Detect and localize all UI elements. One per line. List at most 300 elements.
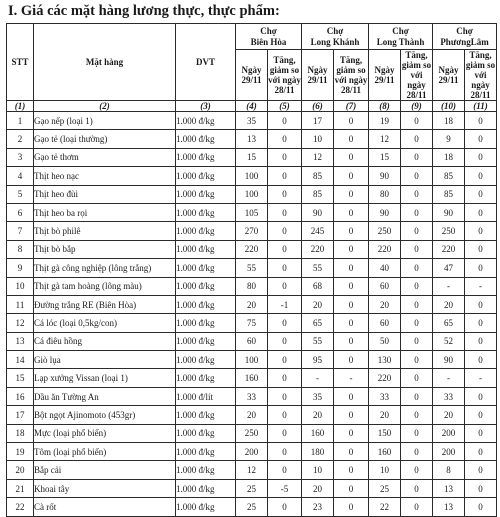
phuong-lam-change-cell: 0 bbox=[465, 461, 497, 479]
bien-hoa-price-cell: 250 bbox=[236, 424, 268, 442]
bien-hoa-price-cell: 75 bbox=[236, 314, 268, 332]
item-name-cell: Đường trắng RE (Biên Hòa) bbox=[34, 295, 176, 313]
long-khanh-change-cell: 0 bbox=[334, 424, 369, 442]
item-name-cell: Gạo nếp (loại 1) bbox=[34, 112, 176, 130]
long-khanh-change-cell: - bbox=[334, 369, 369, 387]
bien-hoa-price-cell: 20 bbox=[236, 295, 268, 313]
market-label: Chợ bbox=[392, 25, 409, 36]
table-row bbox=[7, 148, 497, 166]
unit-cell: 1.000 đ/kg bbox=[176, 240, 236, 258]
bien-hoa-change-cell: 0 bbox=[268, 167, 302, 185]
bien-hoa-change-cell: 0 bbox=[268, 443, 302, 461]
bien-hoa-price-cell: 220 bbox=[236, 240, 268, 258]
phuong-lam-change-cell: 0 bbox=[465, 351, 497, 369]
long-thanh-change-cell: 0 bbox=[401, 222, 433, 240]
item-name-cell: Bắp cải bbox=[34, 461, 176, 479]
long-thanh-price-cell: 40 bbox=[369, 259, 401, 277]
bien-hoa-price-cell: 25 bbox=[236, 479, 268, 497]
unit-cell: 1.000 đ/kg bbox=[176, 277, 236, 295]
bien-hoa-change-cell: 0 bbox=[268, 259, 302, 277]
long-thanh-change-cell: 0 bbox=[401, 148, 433, 166]
table-row bbox=[7, 351, 497, 369]
phuong-lam-change-cell: 0 bbox=[465, 167, 497, 185]
phuong-lam-change-cell: 0 bbox=[465, 498, 497, 516]
bien-hoa-change-cell: 0 bbox=[268, 332, 302, 350]
stt-cell: 10 bbox=[7, 277, 34, 295]
item-name-cell: Lạp xưởng Vissan (loại 1) bbox=[34, 369, 176, 387]
phuong-lam-price-cell: 18 bbox=[433, 148, 465, 166]
market-header-long-thanh bbox=[369, 24, 433, 50]
phuong-lam-change-cell: 0 bbox=[465, 387, 497, 405]
long-khanh-change-cell: 0 bbox=[334, 461, 369, 479]
long-thanh-price-cell: 60 bbox=[369, 314, 401, 332]
stt-cell: 3 bbox=[7, 148, 34, 166]
stt-cell: 9 bbox=[7, 259, 34, 277]
table-row bbox=[7, 479, 497, 497]
column-index: (1) bbox=[7, 101, 34, 112]
long-thanh-change-cell: 0 bbox=[401, 406, 433, 424]
phuong-lam-price-cell: - bbox=[433, 369, 465, 387]
bien-hoa-price-cell: 100 bbox=[236, 167, 268, 185]
phuong-lam-price-cell: 8 bbox=[433, 461, 465, 479]
long-khanh-change-cell: 0 bbox=[334, 443, 369, 461]
long-thanh-change-cell: 0 bbox=[401, 479, 433, 497]
market-header-row bbox=[7, 24, 497, 50]
unit-cell: 1.000 đ/lít bbox=[176, 387, 236, 405]
long-khanh-price-cell: 55 bbox=[302, 259, 334, 277]
long-thanh-price-cell: 130 bbox=[369, 351, 401, 369]
long-thanh-change-cell: 0 bbox=[401, 314, 433, 332]
unit-cell: 1.000 đ/kg bbox=[176, 295, 236, 313]
phuong-lam-price-cell: - bbox=[433, 277, 465, 295]
long-thanh-change-cell: 0 bbox=[401, 443, 433, 461]
column-index-row bbox=[7, 101, 497, 112]
stt-cell: 19 bbox=[7, 443, 34, 461]
long-khanh-change-cell: 0 bbox=[334, 130, 369, 148]
stt-cell: 2 bbox=[7, 130, 34, 148]
phuong-lam-change-cell: - bbox=[465, 277, 497, 295]
item-name-cell: Gạo tẻ thơm bbox=[34, 148, 176, 166]
phuong-lam-price-cell: 13 bbox=[433, 498, 465, 516]
bien-hoa-price-cell: 60 bbox=[236, 332, 268, 350]
table-row bbox=[7, 112, 497, 130]
unit-cell: 1.000 đ/kg bbox=[176, 185, 236, 203]
table-row bbox=[7, 424, 497, 442]
stt-cell: 1 bbox=[7, 112, 34, 130]
long-khanh-change-cell: 0 bbox=[334, 167, 369, 185]
long-khanh-price-cell: 220 bbox=[302, 240, 334, 258]
column-index: (4) bbox=[236, 101, 268, 112]
long-khanh-price-cell: 23 bbox=[302, 498, 334, 516]
long-thanh-change-cell: 0 bbox=[401, 240, 433, 258]
column-index: (10) bbox=[433, 101, 465, 112]
table-row bbox=[7, 332, 497, 350]
table-row bbox=[7, 387, 497, 405]
column-index: (9) bbox=[401, 101, 433, 112]
phuong-lam-change-cell: 0 bbox=[465, 112, 497, 130]
long-khanh-change-cell: 0 bbox=[334, 259, 369, 277]
bien-hoa-price-cell: 33 bbox=[236, 387, 268, 405]
table-row bbox=[7, 314, 497, 332]
long-thanh-price-cell: 60 bbox=[369, 277, 401, 295]
change-header: Tăng, giảm so với ngày 28/11 bbox=[268, 50, 302, 101]
long-thanh-change-cell: 0 bbox=[401, 295, 433, 313]
long-thanh-change-cell: 0 bbox=[401, 130, 433, 148]
long-khanh-change-cell: 0 bbox=[334, 203, 369, 221]
bien-hoa-change-cell: 0 bbox=[268, 130, 302, 148]
bien-hoa-change-cell: 0 bbox=[268, 148, 302, 166]
bien-hoa-change-cell: 0 bbox=[268, 222, 302, 240]
bien-hoa-price-cell: 100 bbox=[236, 185, 268, 203]
phuong-lam-change-cell: - bbox=[465, 369, 497, 387]
phuong-lam-price-cell: 18 bbox=[433, 112, 465, 130]
long-thanh-change-cell: 0 bbox=[401, 498, 433, 516]
phuong-lam-price-cell: 9 bbox=[433, 130, 465, 148]
phuong-lam-price-cell: 85 bbox=[433, 185, 465, 203]
market-header-phuong-lam bbox=[433, 24, 497, 50]
long-thanh-price-cell: 22 bbox=[369, 498, 401, 516]
long-khanh-change-cell: 0 bbox=[334, 498, 369, 516]
item-name-cell: Khoai tây bbox=[34, 479, 176, 497]
day-header: Ngày 29/11 bbox=[433, 50, 465, 101]
bien-hoa-change-cell: 0 bbox=[268, 185, 302, 203]
phuong-lam-price-cell: 200 bbox=[433, 424, 465, 442]
long-thanh-price-cell: 50 bbox=[369, 332, 401, 350]
long-thanh-change-cell: 0 bbox=[401, 387, 433, 405]
phuong-lam-change-cell: 0 bbox=[465, 295, 497, 313]
market-label: Chợ bbox=[326, 25, 344, 36]
phuong-lam-change-cell: 0 bbox=[465, 222, 497, 240]
stt-cell: 18 bbox=[7, 424, 34, 442]
bien-hoa-price-cell: 35 bbox=[236, 112, 268, 130]
bien-hoa-price-cell: 15 bbox=[236, 148, 268, 166]
column-index: (11) bbox=[465, 101, 497, 112]
unit-cell: 1.000 đ/kg bbox=[176, 167, 236, 185]
unit-cell: 1.000 đ/kg bbox=[176, 461, 236, 479]
stt-cell: 14 bbox=[7, 351, 34, 369]
price-table bbox=[6, 23, 497, 517]
stt-cell: 13 bbox=[7, 332, 34, 350]
bien-hoa-change-cell: 0 bbox=[268, 424, 302, 442]
section-title: I. Giá các mặt hàng lương thực, thực phẩm: bbox=[8, 3, 280, 19]
bien-hoa-change-cell: 0 bbox=[268, 461, 302, 479]
table-row bbox=[7, 185, 497, 203]
column-index: (8) bbox=[369, 101, 401, 112]
long-khanh-change-cell: 0 bbox=[334, 479, 369, 497]
bien-hoa-change-cell: 0 bbox=[268, 112, 302, 130]
unit-cell: 1.000 đ/kg bbox=[176, 314, 236, 332]
long-thanh-price-cell: 19 bbox=[369, 112, 401, 130]
long-thanh-price-cell: 220 bbox=[369, 369, 401, 387]
bien-hoa-change-cell: 0 bbox=[268, 314, 302, 332]
long-khanh-change-cell: 0 bbox=[334, 277, 369, 295]
long-thanh-change-cell: 0 bbox=[401, 332, 433, 350]
bien-hoa-change-cell: -5 bbox=[268, 479, 302, 497]
table-row bbox=[7, 498, 497, 516]
long-thanh-change-cell: 0 bbox=[401, 369, 433, 387]
day-header: Ngày 29/11 bbox=[302, 50, 334, 101]
long-khanh-price-cell: - bbox=[302, 369, 334, 387]
item-name-cell: Thịt gà công nghiệp (lông trắng) bbox=[34, 259, 176, 277]
item-name-cell: Cá lóc (loại 0,5kg/con) bbox=[34, 314, 176, 332]
phuong-lam-price-cell: 250 bbox=[433, 222, 465, 240]
unit-cell: 1.000 đ/kg bbox=[176, 332, 236, 350]
phuong-lam-change-cell: 0 bbox=[465, 314, 497, 332]
phuong-lam-change-cell: 0 bbox=[465, 203, 497, 221]
long-khanh-price-cell: 85 bbox=[302, 167, 334, 185]
long-thanh-price-cell: 160 bbox=[369, 443, 401, 461]
unit-cell: 1.000 đ/kg bbox=[176, 130, 236, 148]
phuong-lam-price-cell: 200 bbox=[433, 443, 465, 461]
phuong-lam-change-cell: 0 bbox=[465, 443, 497, 461]
long-khanh-change-cell: 0 bbox=[334, 112, 369, 130]
stt-cell: 7 bbox=[7, 222, 34, 240]
phuong-lam-price-cell: 47 bbox=[433, 259, 465, 277]
stt-cell: 5 bbox=[7, 185, 34, 203]
stt-cell: 11 bbox=[7, 295, 34, 313]
bien-hoa-change-cell: 0 bbox=[268, 498, 302, 516]
stt-cell: 12 bbox=[7, 314, 34, 332]
long-khanh-price-cell: 85 bbox=[302, 185, 334, 203]
unit-cell: 1.000 đ/kg bbox=[176, 406, 236, 424]
table-row bbox=[7, 240, 497, 258]
unit-cell: 1.000 đ/kg bbox=[176, 479, 236, 497]
long-thanh-change-cell: 0 bbox=[401, 259, 433, 277]
long-thanh-price-cell: 220 bbox=[369, 240, 401, 258]
bien-hoa-price-cell: 55 bbox=[236, 259, 268, 277]
bien-hoa-price-cell: 105 bbox=[236, 203, 268, 221]
long-khanh-change-cell: 0 bbox=[334, 314, 369, 332]
long-khanh-price-cell: 17 bbox=[302, 112, 334, 130]
unit-cell: 1.000 đ/kg bbox=[176, 498, 236, 516]
long-khanh-change-cell: 0 bbox=[334, 240, 369, 258]
bien-hoa-price-cell: 270 bbox=[236, 222, 268, 240]
table-row bbox=[7, 222, 497, 240]
long-thanh-price-cell: 15 bbox=[369, 148, 401, 166]
phuong-lam-change-cell: 0 bbox=[465, 130, 497, 148]
unit-cell: 1.000 đ/kg bbox=[176, 424, 236, 442]
phuong-lam-change-cell: 0 bbox=[465, 240, 497, 258]
long-khanh-price-cell: 90 bbox=[302, 203, 334, 221]
bien-hoa-price-cell: 20 bbox=[236, 406, 268, 424]
long-khanh-price-cell: 20 bbox=[302, 479, 334, 497]
column-index: (2) bbox=[34, 101, 176, 112]
market-header-long-khanh bbox=[302, 24, 369, 50]
day-header: Ngày 29/11 bbox=[369, 50, 401, 101]
stt-cell: 16 bbox=[7, 387, 34, 405]
long-khanh-change-cell: 0 bbox=[334, 222, 369, 240]
phuong-lam-price-cell: 20 bbox=[433, 295, 465, 313]
long-khanh-price-cell: 35 bbox=[302, 387, 334, 405]
day-header: Ngày 29/11 bbox=[236, 50, 268, 101]
item-name-cell: Thịt bò bắp bbox=[34, 240, 176, 258]
bien-hoa-price-cell: 25 bbox=[236, 498, 268, 516]
change-header: Tăng, giảm so với ngày 28/11 bbox=[401, 50, 432, 100]
long-thanh-price-cell: 90 bbox=[369, 167, 401, 185]
table-row bbox=[7, 203, 497, 221]
long-khanh-price-cell: 10 bbox=[302, 461, 334, 479]
bien-hoa-price-cell: 12 bbox=[236, 461, 268, 479]
bien-hoa-change-cell: 0 bbox=[268, 369, 302, 387]
bien-hoa-price-cell: 160 bbox=[236, 369, 268, 387]
long-thanh-change-cell: 0 bbox=[401, 112, 433, 130]
market-label: Chợ bbox=[456, 25, 473, 36]
phuong-lam-price-cell: 65 bbox=[433, 314, 465, 332]
market-name: Long Thành bbox=[376, 36, 425, 47]
long-khanh-change-cell: 0 bbox=[334, 387, 369, 405]
long-khanh-price-cell: 95 bbox=[302, 351, 334, 369]
bien-hoa-price-cell: 80 bbox=[236, 277, 268, 295]
item-name-cell: Thịt bò philê bbox=[34, 222, 176, 240]
phuong-lam-change-cell: 0 bbox=[465, 406, 497, 424]
long-thanh-price-cell: 80 bbox=[369, 185, 401, 203]
change-header: Tăng, giảm so với ngày 28/11 bbox=[465, 50, 496, 100]
bien-hoa-change-cell: 0 bbox=[268, 351, 302, 369]
item-name-cell: Cà rốt bbox=[34, 498, 176, 516]
bien-hoa-change-cell: 0 bbox=[268, 406, 302, 424]
unit-cell: 1.000 đ/kg bbox=[176, 351, 236, 369]
table-row bbox=[7, 167, 497, 185]
phuong-lam-price-cell: 20 bbox=[433, 406, 465, 424]
table-row bbox=[7, 443, 497, 461]
long-khanh-price-cell: 180 bbox=[302, 443, 334, 461]
item-name-cell: Bột ngọt Ajinomoto (453gr) bbox=[34, 406, 176, 424]
long-thanh-change-cell: 0 bbox=[401, 351, 433, 369]
stt-cell: 15 bbox=[7, 369, 34, 387]
stt-header: STT bbox=[7, 24, 34, 101]
unit-header: DVT bbox=[176, 24, 236, 101]
bien-hoa-change-cell: 0 bbox=[268, 203, 302, 221]
unit-cell: 1.000 đ/kg bbox=[176, 203, 236, 221]
bien-hoa-change-cell: 0 bbox=[268, 387, 302, 405]
phuong-lam-change-cell: 0 bbox=[465, 185, 497, 203]
unit-cell: 1.000 đ/kg bbox=[176, 148, 236, 166]
column-index: (3) bbox=[176, 101, 236, 112]
phuong-lam-price-cell: 85 bbox=[433, 167, 465, 185]
item-name-cell: Cá điêu hồng bbox=[34, 332, 176, 350]
stt-cell: 8 bbox=[7, 240, 34, 258]
long-thanh-price-cell: 33 bbox=[369, 387, 401, 405]
market-name: Biên Hòa bbox=[250, 36, 287, 47]
stt-cell: 6 bbox=[7, 203, 34, 221]
phuong-lam-price-cell: 13 bbox=[433, 479, 465, 497]
table-row bbox=[7, 461, 497, 479]
item-name-cell: Dầu ăn Tường An bbox=[34, 387, 176, 405]
bien-hoa-price-cell: 200 bbox=[236, 443, 268, 461]
phuong-lam-price-cell: 90 bbox=[433, 203, 465, 221]
stt-cell: 21 bbox=[7, 479, 34, 497]
unit-cell: 1.000 đ/kg bbox=[176, 222, 236, 240]
bien-hoa-change-cell: 0 bbox=[268, 277, 302, 295]
long-thanh-change-cell: 0 bbox=[401, 424, 433, 442]
table-row bbox=[7, 277, 497, 295]
long-khanh-change-cell: 0 bbox=[334, 185, 369, 203]
item-name-cell: Thịt heo nạc bbox=[34, 167, 176, 185]
bien-hoa-change-cell: 0 bbox=[268, 240, 302, 258]
phuong-lam-change-cell: 0 bbox=[465, 332, 497, 350]
table-row bbox=[7, 259, 497, 277]
long-thanh-price-cell: 20 bbox=[369, 295, 401, 313]
unit-cell: 1.000 đ/kg bbox=[176, 112, 236, 130]
long-khanh-change-cell: 0 bbox=[334, 351, 369, 369]
stt-cell: 20 bbox=[7, 461, 34, 479]
phuong-lam-change-cell: 0 bbox=[465, 148, 497, 166]
unit-cell: 1.000 đ/kg bbox=[176, 369, 236, 387]
bien-hoa-price-cell: 100 bbox=[236, 351, 268, 369]
column-index: (7) bbox=[334, 101, 369, 112]
stt-cell: 17 bbox=[7, 406, 34, 424]
item-name-cell: Tôm (loại phổ biến) bbox=[34, 443, 176, 461]
long-thanh-change-cell: 0 bbox=[401, 277, 433, 295]
long-khanh-price-cell: 68 bbox=[302, 277, 334, 295]
stt-cell: 4 bbox=[7, 167, 34, 185]
market-name: Long Khánh bbox=[310, 36, 360, 47]
long-thanh-price-cell: 90 bbox=[369, 203, 401, 221]
item-name-cell: Thịt gà tam hoàng (lông màu) bbox=[34, 277, 176, 295]
item-name-cell: Giò lụa bbox=[34, 351, 176, 369]
bien-hoa-price-cell: 13 bbox=[236, 130, 268, 148]
column-index: (5) bbox=[268, 101, 302, 112]
phuong-lam-change-cell: 0 bbox=[465, 259, 497, 277]
market-label: Chợ bbox=[260, 25, 277, 36]
table-body bbox=[7, 112, 497, 517]
phuong-lam-price-cell: 90 bbox=[433, 351, 465, 369]
long-thanh-price-cell: 150 bbox=[369, 424, 401, 442]
long-khanh-change-cell: 0 bbox=[334, 148, 369, 166]
long-thanh-change-cell: 0 bbox=[401, 461, 433, 479]
long-khanh-price-cell: 12 bbox=[302, 148, 334, 166]
long-thanh-price-cell: 20 bbox=[369, 406, 401, 424]
unit-cell: 1.000 đ/kg bbox=[176, 443, 236, 461]
long-khanh-price-cell: 160 bbox=[302, 424, 334, 442]
long-khanh-price-cell: 65 bbox=[302, 314, 334, 332]
item-name-cell: Thịt heo ba rọi bbox=[34, 203, 176, 221]
table-row bbox=[7, 130, 497, 148]
item-name-cell: Mực (loại phổ biến) bbox=[34, 424, 176, 442]
long-khanh-price-cell: 20 bbox=[302, 406, 334, 424]
item-name-cell: Gạo tẻ (loại thường) bbox=[34, 130, 176, 148]
long-khanh-price-cell: 245 bbox=[302, 222, 334, 240]
stt-cell: 22 bbox=[7, 498, 34, 516]
phuong-lam-change-cell: 0 bbox=[465, 479, 497, 497]
column-index: (6) bbox=[302, 101, 334, 112]
market-name: PhươngLâm bbox=[440, 36, 489, 47]
item-name-cell: Thịt heo đùi bbox=[34, 185, 176, 203]
long-thanh-change-cell: 0 bbox=[401, 167, 433, 185]
long-khanh-price-cell: 20 bbox=[302, 295, 334, 313]
item-header: Mặt hàng bbox=[34, 24, 176, 101]
phuong-lam-price-cell: 52 bbox=[433, 332, 465, 350]
long-thanh-price-cell: 250 bbox=[369, 222, 401, 240]
long-khanh-price-cell: 10 bbox=[302, 130, 334, 148]
phuong-lam-change-cell: 0 bbox=[465, 424, 497, 442]
long-thanh-change-cell: 0 bbox=[401, 203, 433, 221]
long-khanh-price-cell: 55 bbox=[302, 332, 334, 350]
table-row bbox=[7, 295, 497, 313]
long-khanh-change-cell: 0 bbox=[334, 295, 369, 313]
phuong-lam-price-cell: 220 bbox=[433, 240, 465, 258]
long-thanh-price-cell: 10 bbox=[369, 461, 401, 479]
phuong-lam-price-cell: 33 bbox=[433, 387, 465, 405]
long-khanh-change-cell: 0 bbox=[334, 406, 369, 424]
table-row bbox=[7, 369, 497, 387]
market-header-bien-hoa bbox=[236, 24, 302, 50]
table-row bbox=[7, 406, 497, 424]
bien-hoa-change-cell: -1 bbox=[268, 295, 302, 313]
change-header: Tăng, giảm so với ngày 28/11 bbox=[334, 50, 369, 101]
long-thanh-price-cell: 25 bbox=[369, 479, 401, 497]
long-thanh-change-cell: 0 bbox=[401, 185, 433, 203]
